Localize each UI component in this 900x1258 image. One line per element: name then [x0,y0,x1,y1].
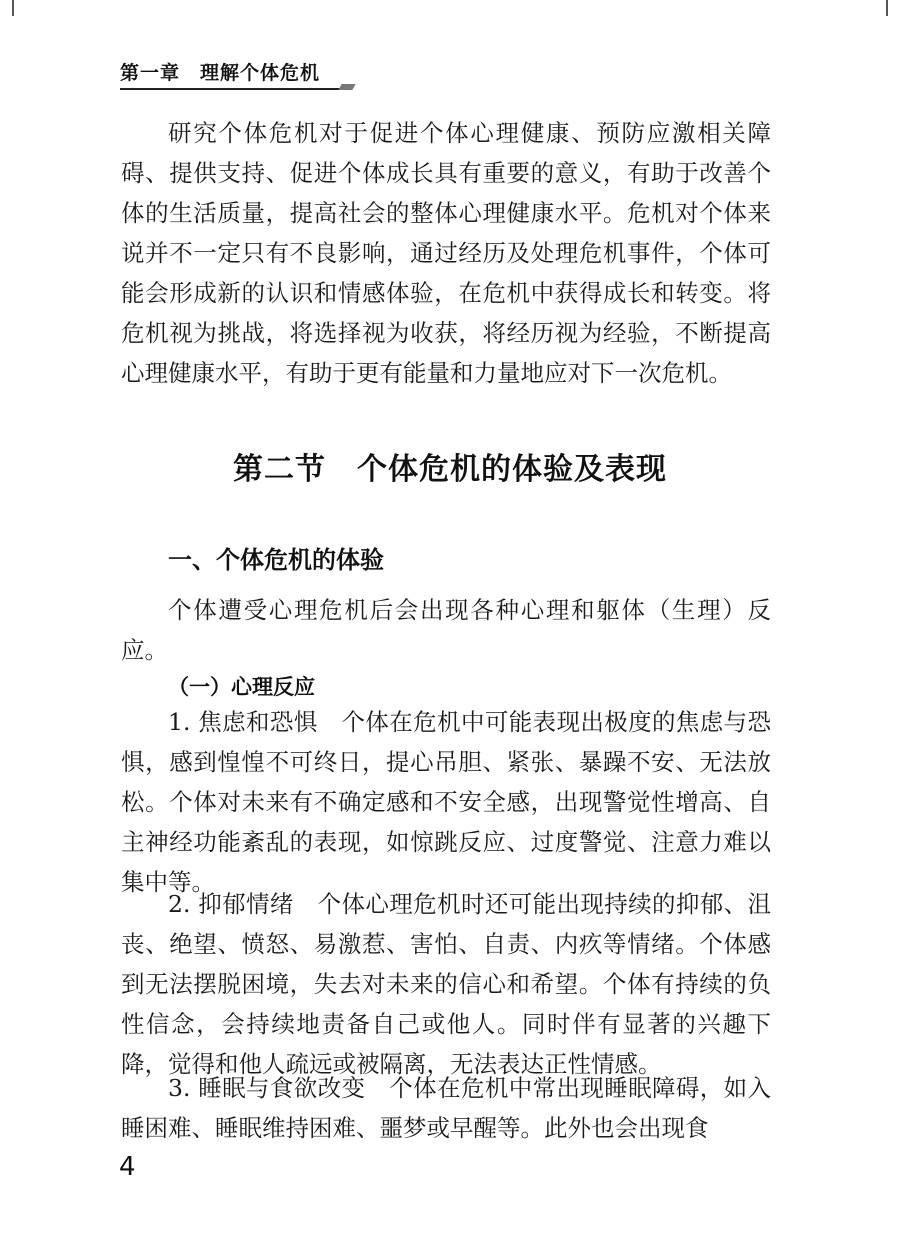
crop-mark-right [886,0,888,16]
section-title: 第二节 个体危机的体验及表现 [233,452,667,487]
intro-paragraph: 研究个体危机对于促进个体心理健康、预防应激相关障碍、提供支持、促进个体成长具有重要的意义，有助于改善个体的生活质量，提高社会的整体心理健康水平。危机对个体来说并不一定只有不良影响，通过经历及处理危机事件，个体可能会形成新的认识和情感体验，在危机中获得成长和转变。将危机视为挑战，将选择视为收获，将经历视为经验，不断提高心理健康水平，有助于更有能量和力量地应对下一次危机。 [121,119,771,387]
running-head-rule-ornament [338,84,355,90]
item-depressed-mood: 2. 抑郁情绪 个体心理危机时还可能出现持续的抑郁、沮丧、绝望、愤怒、易激惹、害怕、自责、内疚等情绪。个体感到无法摆脱困境，失去对未来的信心和希望。个体有持续的负性信念，会持续地责备自己或他人。同时伴有显著的兴趣下降，觉得和他人疏远或被隔离，无法表达正性情感。 [121,890,771,1078]
subsection-title: 一、个体危机的体验 [168,546,384,574]
page-number: 4 [119,1152,136,1182]
running-head-rule [120,88,342,90]
running-head: 第一章 理解个体危机 [120,62,321,84]
item-sleep-appetite: 3. 睡眠与食欲改变 个体在危机中常出现睡眠障碍，如入睡困难、睡眠维持困难、噩梦或早醒等。此外也会出现食 [121,1074,771,1142]
crop-mark-left [12,0,14,16]
sub-subsection-title: （一）心理反应 [168,675,315,699]
subsection-intro-paragraph: 个体遭受心理危机后会出现各种心理和躯体（生理）反应。 [121,596,771,664]
item-anxiety-fear: 1. 焦虑和恐惧 个体在危机中可能表现出极度的焦虑与恐惧，感到惶惶不可终日，提心吊胆、紧张、暴躁不安、无法放松。个体对未来有不确定感和不安全感，出现警觉性增高、自主神经功能紊乱的表现，如惊跳反应、过度警觉、注意力难以集中等。 [121,708,771,896]
